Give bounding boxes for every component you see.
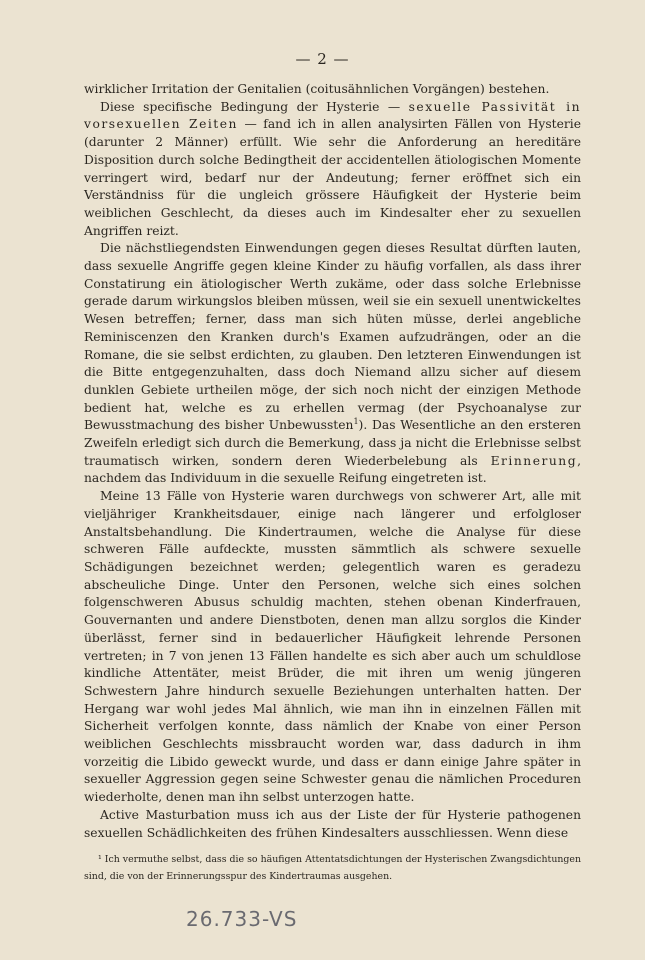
text-run: wirklicher Irritation der Genitalien (coitusähnlichen Vorgängen) bestehen. <box>84 82 550 96</box>
text-run: ). Das Wesentliche an den ersteren Zweifeln erledigt sich durch die Bemerkung, dass ja nicht die Erlebnisse selbst traumatisch wirken, sondern deren Wiederbelebung als <box>84 418 581 468</box>
text-run: Active Masturbation muss ich aus der Liste der für Hysterie pathogenen sexuellen Schädlichkeiten des frühen Kindesalters ausschliessen. Wenn diese <box>84 807 581 840</box>
text-run: Die nächstliegendsten Einwendungen gegen dieses Resultat dürften lauten, dass sexuelle Angriffe gegen kleine Kinder zu häufig vorfallen, als dass ihrer Constatirung ein ätiologischer Werth zukäme, oder dass solche Erlebnisse gerade darum wirkungslos bleiben müssen, weil sie ein sexuell unentwickeltes Wesen betreffen; ferner, dass man sich hüten müsse, derlei angebliche Reminiscenzen den Kranken durch's Examen aufzudrängen, oder an die Romane, die sie selbst erdichten, zu glauben. Den letzteren Einwendungen ist die Bitte entgegenzuhalten, dass doch Niemand allzu sicher auf diesem dunklen Gebiete urtheilen möge, der sich noch nicht der einzigen Methode bedient hat, welche es zu erhellen vermag (der Psychoanalyse zur Bewusstmachung des bisher Unbewussten <box>84 241 581 433</box>
text-run: — fand ich in allen analysirten Fällen von Hysterie (darunter 2 Männer) erfüllt. Wie sehr die Anforderung an hereditäre Disposition durch solche Bedingtheit der accidentellen ätiologischen Momente verringert wird, bedarf nur der Andeutung; ferner eröffnet sich ein Verständniss für die ungleich grössere Häufigkeit der Hysterie beim weiblichen Geschlecht, da dieses auch im Kindesalter eher zu sexuellen Angriffen reizt. <box>84 117 581 238</box>
body-text <box>84 81 581 842</box>
emphasized-text: Erinnerung <box>490 453 578 468</box>
paragraph <box>84 99 581 241</box>
footnote <box>84 851 581 885</box>
text-run: Diese specifische Bedingung der Hysterie — <box>100 99 409 114</box>
page-number: — 2 — <box>0 50 645 68</box>
paragraph <box>84 488 581 807</box>
footnote-text: ¹ Ich vermuthe selbst, dass die so häufigen Attentatsdichtungen der Hysterischen Zwangsdichtungen sind, die von der Erinnerungsspur des Kindertraumas ausgehen. <box>84 854 581 882</box>
paragraph <box>84 240 581 488</box>
paragraph <box>84 807 581 842</box>
footnote-marker: 1 <box>353 417 359 427</box>
handwritten-shelfmark: 26.733-VS <box>186 907 298 931</box>
text-run: Meine 13 Fälle von Hysterie waren durchwegs von schwerer Art, alle mit vieljähriger Krankheitsdauer, einige nach längerer und erfolgloser Anstaltsbehandlung. Die Kindertraumen, welche die Analyse für diese schweren Fälle aufdeckte, mussten sämmtlich als schwere sexuelle Schädigungen bezeichnet werden; gelegentlich waren es geradezu abscheuliche Dinge. Unter den Personen, welche sich eines solchen folgenschweren Abusus schuldig machten, stehen obenan Kinderfrauen, Gouvernanten und andere Dienstboten, denen man allzu sorglos die Kinder überlässt, ferner sind in bedauerlicher Häufigkeit lehrende Personen vertreten; in 7 von jenen 13 Fällen handelte es sich aber auch um schuldlose kindliche Attentäter, meist Brüder, die mit ihren um wenig jüngeren Schwestern Jahre hindurch sexuelle Beziehungen unterhalten hatten. Der Hergang war wohl jedes Mal ähnlich, wie man ihn in einzelnen Fällen mit Sicherheit verfolgen konnte, dass nämlich der Knabe von einer Person weiblichen Geschlechts missbraucht worden war, dass dadurch in ihm vorzeitig die Libido geweckt wurde, und dass er dann einige Jahre später in sexueller Aggression gegen seine Schwester genau die nämlichen Proceduren wiederholte, denen man ihn selbst unterzogen hatte. <box>84 489 581 805</box>
emphasized-text: sexuelle Passivität in vorsexuellen Zeiten <box>84 99 581 132</box>
text-run: , nachdem das Individuum in die sexuelle Reifung eingetreten ist. <box>84 453 581 486</box>
paragraph <box>84 81 581 99</box>
